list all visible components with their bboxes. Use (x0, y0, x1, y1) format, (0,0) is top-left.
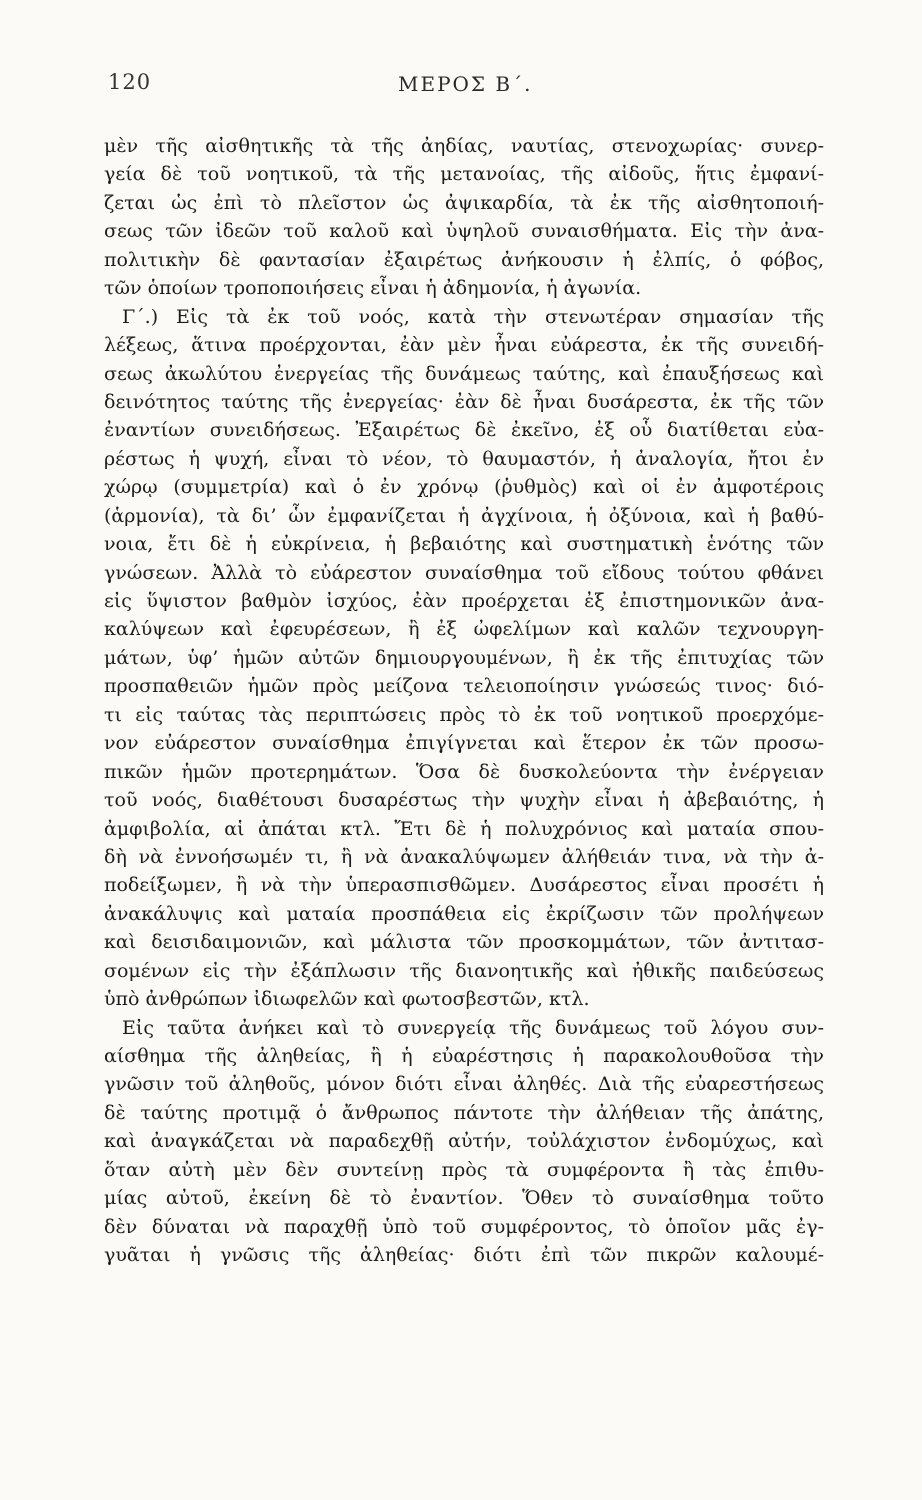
text-line: γυᾶται ἡ γνῶσις τῆς ἀληθείας· διότι ἐπὶ τῶν πικρῶν καλουμέ- (104, 1244, 824, 1267)
text-line: λέξεως, ἅτινα προέρχονται, ἐὰν μὲν ἦναι εὐάρεστα, ἐκ τῆς συνειδή- (104, 334, 824, 357)
text-line: πολιτικὴν δὲ φαντασίαν ἐξαιρέτως ἀνήκουσιν ἡ ἐλπίς, ὁ φόβος, (104, 248, 824, 271)
text-line: ἀνακάλυψις καὶ ματαία προσπάθεια εἰς ἐκρίζωσιν τῶν προλήψεων (104, 902, 824, 925)
text-line: καὶ δεισιδαιμονιῶν, καὶ μάλιστα τῶν προσκομμάτων, τῶν ἀντιτασ- (104, 931, 824, 954)
text-line: καὶ ἀναγκάζεται νὰ παραδεχθῇ αὐτήν, τοὐλάχιστον ἐνδομύχως, καὶ (104, 1130, 824, 1153)
text-line: δὴ νὰ ἐννοήσωμέν τι, ἢ νὰ ἀνακαλύψωμεν ἀλήθειάν τινα, νὰ τὴν ἀ- (104, 845, 824, 868)
text-line: ρέστως ἡ ψυχή, εἶναι τὸ νέον, τὸ θαυμαστόν, ἡ ἀναλογία, ἤτοι ἐν (104, 447, 824, 470)
text-line: μίας αὐτοῦ, ἐκείνη δὲ τὸ ἐναντίον. Ὅθεν τὸ συναίσθημα τοῦτο (104, 1187, 824, 1210)
text-line: ὅταν αὐτὴ μὲν δὲν συντείνῃ πρὸς τὰ συμφέροντα ἢ τὰς ἐπιθυ- (104, 1158, 824, 1181)
text-line: νον εὐάρεστον συναίσθημα ἐπιγίγνεται καὶ ἕτερον ἐκ τῶν προσω- (104, 732, 824, 755)
text-line: ποδείξωμεν, ἢ νὰ τὴν ὑπερασπισθῶμεν. Δυσάρεστος εἶναι προσέτι ἡ (104, 874, 824, 897)
text-line: χώρῳ (συμμετρία) καὶ ὁ ἐν χρόνῳ (ῥυθμὸς) καὶ οἱ ἐν ἀμφοτέροις (104, 476, 824, 499)
text-line: Γ΄.) Εἰς τὰ ἐκ τοῦ νοός, κατὰ τὴν στενωτέραν σημασίαν τῆς (122, 305, 824, 328)
text-line: τοῦ νοός, διαθέτουσι δυσαρέστως τὴν ψυχὴν εἶναι ἡ ἀβεβαιότης, ἡ (104, 789, 824, 812)
page-header (108, 70, 828, 110)
text-line: Εἰς ταῦτα ἀνήκει καὶ τὸ συνεργείᾳ τῆς δυνάμεως τοῦ λόγου συν- (122, 1016, 824, 1039)
text-line: σεως τῶν ἰδεῶν τοῦ καλοῦ καὶ ὑψηλοῦ συναισθήματα. Εἰς τὴν ἀνα- (104, 220, 824, 243)
text-line: τῶν ὁποίων τροποποιήσεις εἶναι ἡ ἀδημονία, ἡ ἀγωνία. (104, 277, 642, 300)
text-line: ζεται ὡς ἐπὶ τὸ πλεῖστον ὡς ἀψικαρδία, τὰ ἐκ τῆς αἰσθητοποιή- (104, 191, 824, 214)
text-line: σομένων εἰς τὴν ἐξάπλωσιν τῆς διανοητικῆς καὶ ἠθικῆς παιδεύσεως (104, 959, 824, 982)
text-line: νοια, ἔτι δὲ ἡ εὐκρίνεια, ἡ βεβαιότης καὶ συστηματικὴ ἑνότης τῶν (104, 533, 824, 556)
text-line: γνώσεων. Ἀλλὰ τὸ εὐάρεστον συναίσθημα τοῦ εἴδους τούτου φθάνει (104, 561, 824, 584)
text-line: εἰς ὕψιστον βαθμὸν ἰσχύος, ἐὰν προέρχεται ἐξ ἐπιστημονικῶν ἀνα- (104, 590, 824, 612)
text-line: πικῶν ἡμῶν προτερημάτων. Ὅσα δὲ δυσκολεύοντα τὴν ἐνέργειαν (104, 760, 824, 783)
text-line: τι εἰς ταύτας τὰς περιπτώσεις πρὸς τὸ ἐκ τοῦ νοητικοῦ προερχόμε- (104, 703, 824, 726)
body-text (104, 132, 824, 1270)
text-line: αίσθημα τῆς ἀληθείας, ἢ ἡ εὐαρέστησις ἡ παρακολουθοῦσα τὴν (104, 1045, 824, 1067)
running-head: ΜΕΡΟΣ Β΄. (398, 72, 533, 96)
text-line: (ἁρμονία), τὰ δι’ ὧν ἐμφανίζεται ἡ ἀγχίνοια, ἡ ὀξύνοια, καὶ ἡ βαθύ- (104, 504, 824, 527)
text-line: δὲν δύναται νὰ παραχθῇ ὑπὸ τοῦ συμφέροντος, τὸ ὁποῖον μᾶς ἐγ- (104, 1215, 824, 1238)
text-line: δεινότητος ταύτης τῆς ἐνεργείας· ἐὰν δὲ ἦναι δυσάρεστα, ἐκ τῆς τῶν (104, 390, 824, 413)
text-line: μάτων, ὑφ’ ἡμῶν αὐτῶν δημιουργουμένων, ἢ ἐκ τῆς ἐπιτυχίας τῶν (104, 646, 824, 669)
text-line: γεία δὲ τοῦ νοητικοῦ, τὰ τῆς μετανοίας, τῆς αἰδοῦς, ἥτις ἐμφανί- (104, 163, 824, 186)
text-line: ὑπὸ ἀνθρώπων ἰδιωφελῶν καὶ φωτοσβεστῶν, κτλ. (104, 988, 590, 1011)
text-line: καλύψεων καὶ ἐφευρέσεων, ἢ ἐξ ὠφελίμων καὶ καλῶν τεχνουργη- (104, 618, 824, 641)
text-line: μὲν τῆς αἰσθητικῆς τὰ τῆς ἀηδίας, ναυτίας, στενοχωρίας· συνερ- (104, 135, 824, 157)
text-line: δὲ ταύτης προτιμᾷ ὁ ἄνθρωπος πάντοτε τὴν ἀλήθειαν τῆς ἀπάτης, (104, 1101, 824, 1124)
page-number: 120 (108, 70, 152, 94)
text-line: ἐναντίων συνειδήσεως. Ἐξαιρέτως δὲ ἐκεῖνο, ἐξ οὗ διατίθεται εὐα- (104, 419, 824, 442)
text-line: ἀμφιβολία, αἱ ἀπάται κτλ. Ἔτι δὲ ἡ πολυχρόνιος καὶ ματαία σπου- (104, 817, 824, 840)
text-line: γνῶσιν τοῦ ἀληθοῦς, μόνον διότι εἶναι ἀληθές. Διὰ τῆς εὐαρεστήσεως (104, 1073, 824, 1096)
text-line: προσπαθειῶν ἡμῶν πρὸς μείζονα τελειοποίησιν γνώσεώς τινος· διό- (104, 675, 824, 698)
text-line: σεως ἀκωλύτου ἐνεργείας τῆς δυνάμεως ταύτης, καὶ ἐπαυξήσεως καὶ (104, 362, 824, 385)
